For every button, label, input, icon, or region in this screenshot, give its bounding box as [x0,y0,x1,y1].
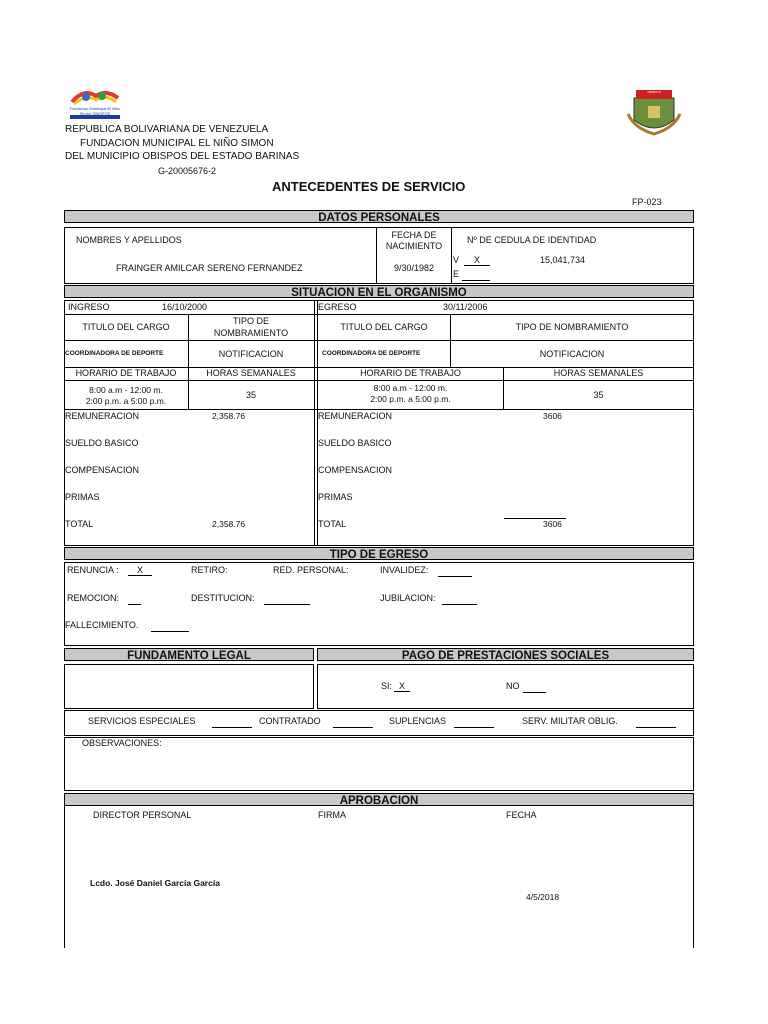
contratado-label: CONTRATADO [259,716,321,726]
fecha-value: 9/30/1982 [393,263,435,273]
ingreso-label: INGRESO [68,302,110,312]
horario-left-1: 8:00 a.m - 12:00 m. [89,385,163,395]
servicios-especiales-blank [212,727,252,728]
renuncia-label: RENUNCIA : [67,565,119,575]
egreso-box [64,562,694,646]
fallecimiento-blank [151,631,189,632]
jubilacion-label: JUBILACION: [380,593,436,603]
cargo-right: COORDINADORA DE DEPORTE [322,350,421,357]
legal-box-left [64,664,314,709]
invalidez-blank [438,576,472,577]
section-tipo-egreso: TIPO DE EGRESO [64,547,694,560]
director-name: Lcdo. José Daniel García García [90,878,220,888]
red-personal-label: RED. PERSONAL: [273,565,349,575]
remuneracion-label-left: REMUNERACION [65,411,140,421]
total-label-right: TOTAL [318,519,347,529]
total-label-left: TOTAL [65,519,94,529]
nombramiento-left: NOTIFICACION [218,349,284,359]
horario-right-2: 2:00 p.m. a 5:00 p.m. [370,394,451,404]
compensacion-label-right: COMPENSACION [318,465,393,475]
servicios-especiales-label: SERVICIOS ESPECIALES [88,716,196,726]
fecha-label-2: NACIMIENTO [385,241,443,251]
fecha-label: FECHA [506,810,537,820]
divider [451,227,452,284]
fecha-value: 4/5/2018 [526,892,560,902]
v-label: V [453,255,460,265]
total-value-right: 3606 [543,519,562,529]
destitucion-label: DESTITUCION: [191,593,255,603]
page-title: ANTECEDENTES DE SERVICIO [272,179,466,194]
observaciones-label: OBSERVACIONES: [82,738,162,748]
divider [64,340,694,341]
divider [317,300,318,546]
v-mark: X [464,255,490,266]
destitucion-blank [264,604,310,605]
total-value-left: 2,358.76 [212,519,246,529]
logo-left-text: Fundación Municipal El Niño Simón OBISPOS [69,106,121,116]
logo-right-text: ALCALDIA BOLIVARIANA DE OBISPOS [634,86,674,94]
remuneracion-value-right: 3606 [543,411,562,421]
nombres-label: NOMBRES Y APELLIDOS [76,235,182,245]
fecha-label-1: FECHA DE [391,230,437,240]
renuncia-mark: X [128,565,152,576]
titulo-label-left: TITULO DEL CARGO [82,322,170,332]
contratado-blank [333,727,373,728]
header-line-3: DEL MUNICIPIO OBISPOS DEL ESTADO BARINAS [65,151,300,162]
e-label: E [453,269,460,279]
remocion-label: REMOCION: [67,593,120,603]
si-mark: X [394,681,410,692]
tipo-label-right: TIPO DE NOMBRAMIENTO [515,322,629,332]
divider [64,806,65,948]
horas-label-left: HORAS SEMANALES [206,368,296,378]
nombres-value: FRAINGER AMILCAR SERENO FERNANDEZ [116,263,303,273]
header-rif: G-20005676-2 [158,166,217,176]
divider [314,300,315,546]
section-fundamento-legal: FUNDAMENTO LEGAL [64,648,314,661]
militar-label: SERV. MILITAR OBLIG. [522,716,618,726]
cargo-left: COORDINADORA DE DEPORTE [65,350,164,357]
horario-left-2: 2:00 p.m. a 5:00 p.m. [85,396,167,406]
situacion-box [64,300,694,546]
horario-label-right: HORARIO DE TRABAJO [360,368,461,378]
egreso-label: EGRESO [318,302,357,312]
compensacion-label-left: COMPENSACION [65,465,140,475]
horas-right: 35 [593,390,604,400]
horas-label-right: HORAS SEMANALES [553,368,644,378]
titulo-label-right: TITULO DEL CARGO [340,322,428,332]
fallecimiento-label: FALLECIMIENTO. [65,620,139,630]
foundation-logo [66,86,124,124]
form-code: FP-023 [632,197,662,207]
horario-label-left: HORARIO DE TRABAJO [75,368,177,378]
header-line-2: FUNDACION MUNICIPAL EL NIÑO SIMON [80,138,274,149]
divider [693,806,694,948]
header-line-1: REPUBLICA BOLIVARIANA DE VENEZUELA [65,124,269,135]
ingreso-value: 16/10/2000 [162,302,208,312]
foundation-logo-icon [66,86,124,124]
militar-blank [636,727,676,728]
section-situacion: SITUACION EN EL ORGANISMO [64,285,694,298]
retiro-label: RETIRO: [191,565,228,575]
si-label: SI: [381,681,393,691]
director-label: DIRECTOR PERSONAL [93,810,192,820]
suplencias-label: SUPLENCIAS [389,716,447,726]
section-datos-personales: DATOS PERSONALES [64,210,694,223]
no-label: NO [506,681,520,691]
sueldo-label-right: SUELDO BASICO [318,438,392,448]
firma-label: FIRMA [318,810,346,820]
primas-label-left: PRIMAS [65,492,100,502]
cedula-value: 15,041,734 [540,255,586,265]
horas-left: 35 [245,390,256,400]
egreso-value: 30/11/2006 [443,302,488,312]
e-blank [462,280,490,281]
suplencias-blank [454,727,494,728]
section-aprobacion: APROBACION [64,793,694,806]
nombramiento-right: NOTIFICACION [539,349,605,359]
horario-right-1: 8:00 a.m - 12:00 m. [373,383,448,393]
primas-label-right: PRIMAS [318,492,353,502]
sueldo-label-left: SUELDO BASICO [65,438,139,448]
remocion-blank [128,604,141,605]
section-pago-prestaciones: PAGO DE PRESTACIONES SOCIALES [317,648,694,661]
divider [64,314,694,315]
cedula-label: Nº DE CEDULA DE IDENTIDAD [467,235,597,245]
jubilacion-blank [442,604,477,605]
invalidez-label: INVALIDEZ: [380,565,429,575]
divider [64,409,694,410]
divider [64,380,694,381]
remuneracion-label-right: REMUNERACION [318,411,393,421]
tipo-label-left-1: TIPO DE [232,316,269,326]
tipo-label-left-2: NOMBRAMIENTO [213,328,289,338]
no-blank [523,692,546,693]
remuneracion-value-left: 2,358.76 [212,411,246,421]
